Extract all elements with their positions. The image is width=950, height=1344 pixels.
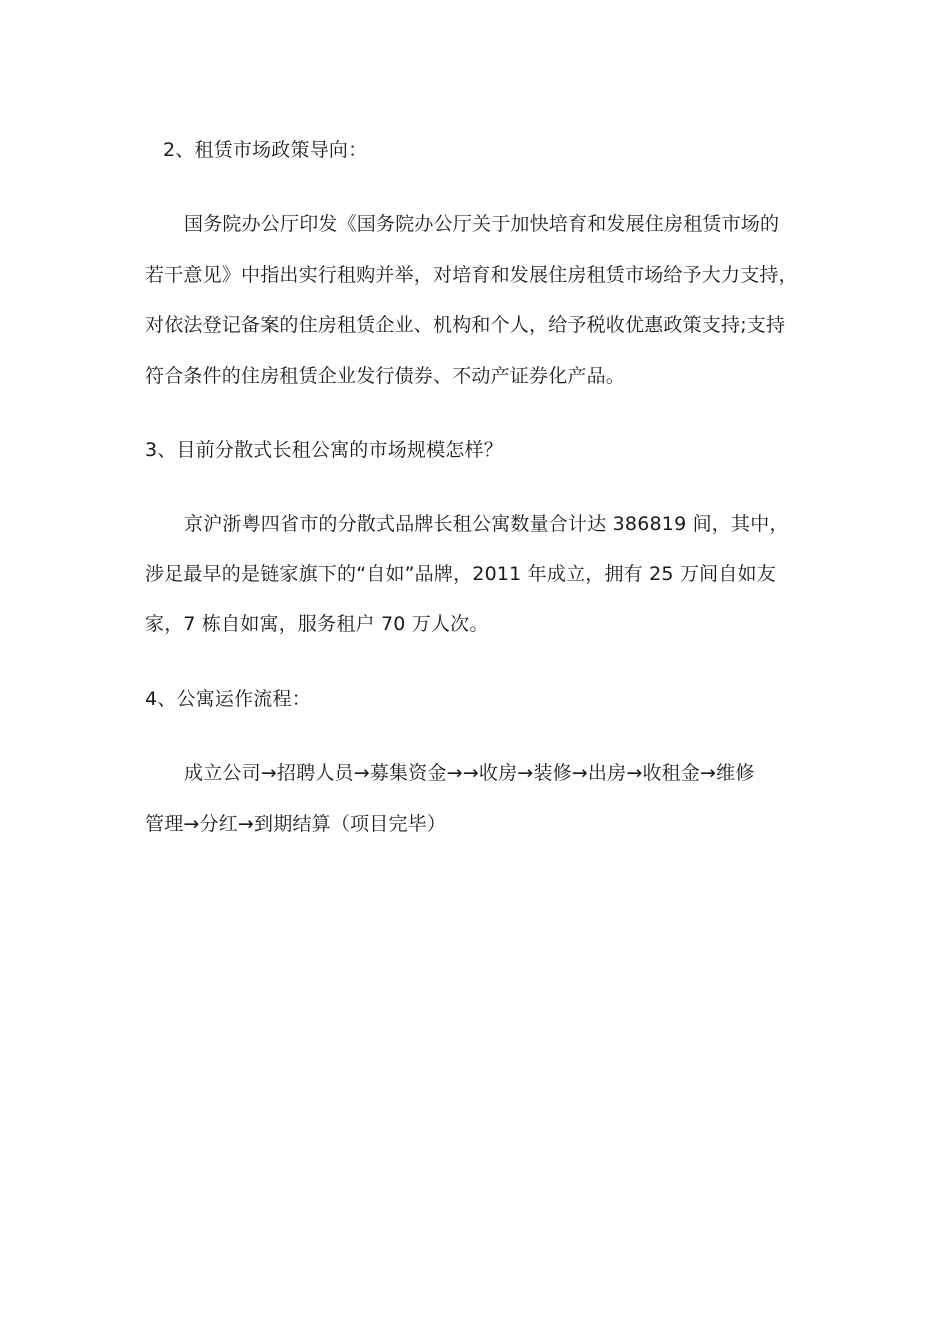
section-heading-operation-flow: 4、公寓运作流程： [145, 688, 311, 710]
paragraph-line: 对依法登记备案的住房租赁企业、机构和个人，给予税收优惠政策支持;支持 [145, 314, 786, 336]
section-heading-market-scale: 3、目前分散式长租公寓的市场规模怎样？ [145, 439, 503, 461]
paragraph-line: 成立公司→招聘人员→募集资金→→收房→装修→出房→收租金→维修 [184, 762, 755, 784]
paragraph-line: 管理→分红→到期结算（项目完毕） [145, 813, 447, 835]
paragraph-line: 家，7 栋自如寓，服务租户 70 万人次。 [145, 613, 489, 635]
paragraph-line: 涉足最早的是链家旗下的“自如”品牌，2011 年成立，拥有 25 万间自如友 [145, 563, 776, 585]
paragraph-line: 国务院办公厅印发《国务院办公厅关于加快培育和发展住房租赁市场的 [184, 213, 780, 235]
paragraph-line: 符合条件的住房租赁企业发行债券、不动产证券化产品。 [145, 365, 626, 387]
paragraph-line: 京沪浙粤四省市的分散式品牌长租公寓数量合计达 386819 间，其中， [184, 513, 789, 535]
paragraph-line: 若干意见》中指出实行租购并举，对培育和发展住房租赁市场给予大力支持， [145, 264, 798, 286]
section-heading-policy: 2、租赁市场政策导向： [163, 139, 368, 161]
